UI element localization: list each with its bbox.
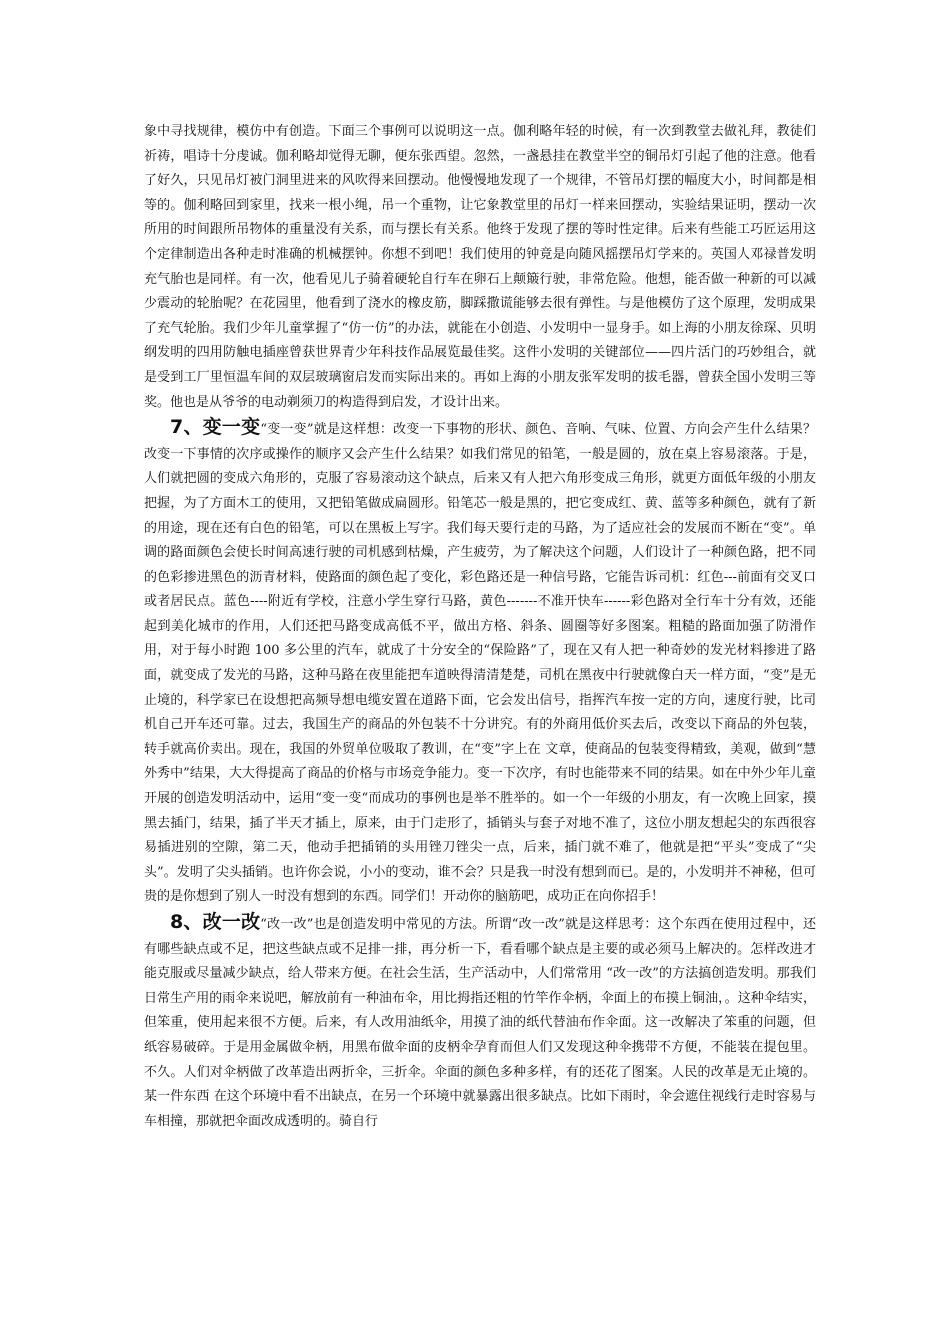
section-body-improve: “改一改”也是创造发明中常见的方法。所谓“改一改”就是这样思考：这个东西在使用过程中，还有哪些缺点或不足，把这些缺点或不足排一排，再分析一下，看看哪个缺点是主要的或必须马上解决的。怎样改进才能克服或尽量减少缺点，给人带来方便。在社会生活，生产活动中，人们常常用 “改一改”的方法搞创造发明。那我们日常生产用的雨伞来说吧，解放前有一种油布伞，用比拇指还粗的竹竿作伞柄，伞面上的布摸上铜油，。这种伞结实，但笨重，使用起来很不方便。后来，有人改用油纸伞，用摸了油的纸代替油布作伞面。这一改解决了笨重的问题，但纸容易破碎。于是用金属做伞柄，用黑布做伞面的皮柄伞孕育而但人们又发现这种伞携带不方便，不能装在提包里。不久。人们对伞柄做了改革造出两折伞，三折伞。伞面的颜色多种多样，有的还花了图案。人民的改革是无止境的。某一件东西 在这个环境中看不出缺点，在另一个环境中就暴露出很多缺点。比如下雨时，伞会遮住视线行走时容易与车相撞，那就把伞面改成透明的。骑自行 — [144, 917, 816, 1129]
document-body — [144, 120, 816, 1134]
section-body-change: “变一变”就是这样想：改变一下事物的形状、颜色、音响、气味、位置、方向会产生什么结果？改变一下事情的次序或操作的顺序又会产生什么结果？如我们常见的铅笔，一般是圆的，放在桌上容易滚落。于是，人们就把圆的变成六角形的，克服了容易滚动这个缺点，后来又有人把六角形变成三角形，就更方面低年级的小朋友把握，为了方面木工的使用，又把铅笔做成扁圆形。铅笔芯一般是黑的，把它变成红、黄、蓝等多种颜色，就有了新的用途，现在还有白色的铅笔，可以在黑板上写字。我们每天要行走的马路，为了适应社会的发展而不断在“变”。单调的路面颜色会使长时间高速行驶的司机感到枯燥，产生疲劳，为了解决这个问题，人们设计了一种颜色路，把不同的色彩掺进黑色的沥青材料，使路面的颜色起了变化，彩色路还是一种信号路，它能告诉司机：红色---前面有交叉口或者居民点。蓝色----附近有学校，注意小学生穿行马路，黄色-------不准开快车------彩色路对全行车十分有效，还能起到美化城市的作用，人们还把马路变成高低不平，做出方格、斜条、圆圈等好多图案。粗糙的路面加强了防滑作用，对于每小时跑 100 多公里的汽车，就成了十分安全的“保险路”了，现在又有人把一种奇妙的发光材料掺进了路面，就变成了发光的马路，这种马路在夜里能把车道映得清清楚楚，司机在黑夜中行驶就像白天一样方面，“变”是无止境的，科学家已在设想把高频导想电缆安置在道路下面，它会发出信号，指挥汽车按一定的方向，速度行驶，比司机自己开车还可靠。过去，我国生产的商品的外包装不十分讲究。有的外商用低价买去后，改变以下商品的外包装，转手就高价卖出。现在，我国的外贸单位吸取了教训，在“变”字上在 文章，使商品的包装变得精致，美观，做到“慧外秀中”结果，大大得提高了商品的价格与市场竞争能力。变一下次序，有时也能带来不同的结果。如在中外少年儿童开展的创造发明活动中，运用“变一变“而成功的事例也是举不胜举的。如一个一年级的小朋友，有一次晚上回家，摸黑去插门，结果，插了半天才插上，原来，由于门走形了，插销头与套子对地不准了，这位小朋友想起尖的东西很容易插进别的空隙，第二天，他动手把插销的头用锉刀锉尖一点，后来，插门就不难了，他就是把“平头”变成了“尖头”。发明了尖头插销。也许你会说，小小的变动，谁不会？只是我一时没有想到而已。是的，小发明并不神秘，但可贵的是你想到了别人一时没有想到的东西。同学们！开动你的脑筋吧，成功正在向你招手！ — [144, 422, 816, 905]
section-heading-change: 7、变一变 — [170, 416, 261, 439]
section-improve — [144, 910, 816, 1134]
section-heading-improve: 8、改一改 — [170, 911, 261, 933]
section-change — [144, 415, 816, 910]
paragraph-imitation: 象中寻找规律，模仿中有创造。下面三个事例可以说明这一点。伽利略年轻的时候，有一次到教堂去做礼拜，教徒们祈祷，唱诗十分虔诚。伽利略却觉得无聊，便东张西望。忽然，一盏悬挂在教堂半空的铜吊灯引起了他的注意。他看了好久，只见吊灯被门洞里进来的风吹得来回摆动。他慢慢地发现了一个规律，不管吊灯摆的幅度大小，时间都是相等的。伽利略回到家里，找来一根小绳，吊一个重物，让它象教堂里的吊灯一样来回摆动，实验结果证明，摆动一次所用的时间跟所吊物体的重量没有关系，而与摆长有关系。他终于发现了摆的等时性定律。后来有些能工巧匠运用这个定律制造出各种走时准确的机械摆钟。你想不到吧！我们使用的钟竟是向随风摇摆吊灯学来的。英国人邓禄普发明充气胎也是同样。有一次，他看见儿子骑着硬轮自行车在卵石上颠簸行驶，非常危险。他想，能否做一种新的可以减少震动的轮胎呢？在花园里，他看到了浇水的橡皮筋，脚踩撒谎能够去很有弹性。与是他模仿了这个原理，发明成果了充气轮胎。我们少年儿童掌握了“仿一仿”的办法，就能在小创造、小发明中一显身手。如上海的小朋友徐琛、贝明纲发明的四用防触电插座曾获世界青少年科技作品展览最佳奖。这件小发明的关键部位——四片活门的巧妙组合，就是受到工厂里恒温车间的双层玻璃窗启发而实际出来的。再如上海的小朋友张军发明的拔毛器，曾获全国小发明三等奖。他也是从爷爷的电动剃须刀的构造得到启发，才设计出来。 — [144, 124, 816, 410]
